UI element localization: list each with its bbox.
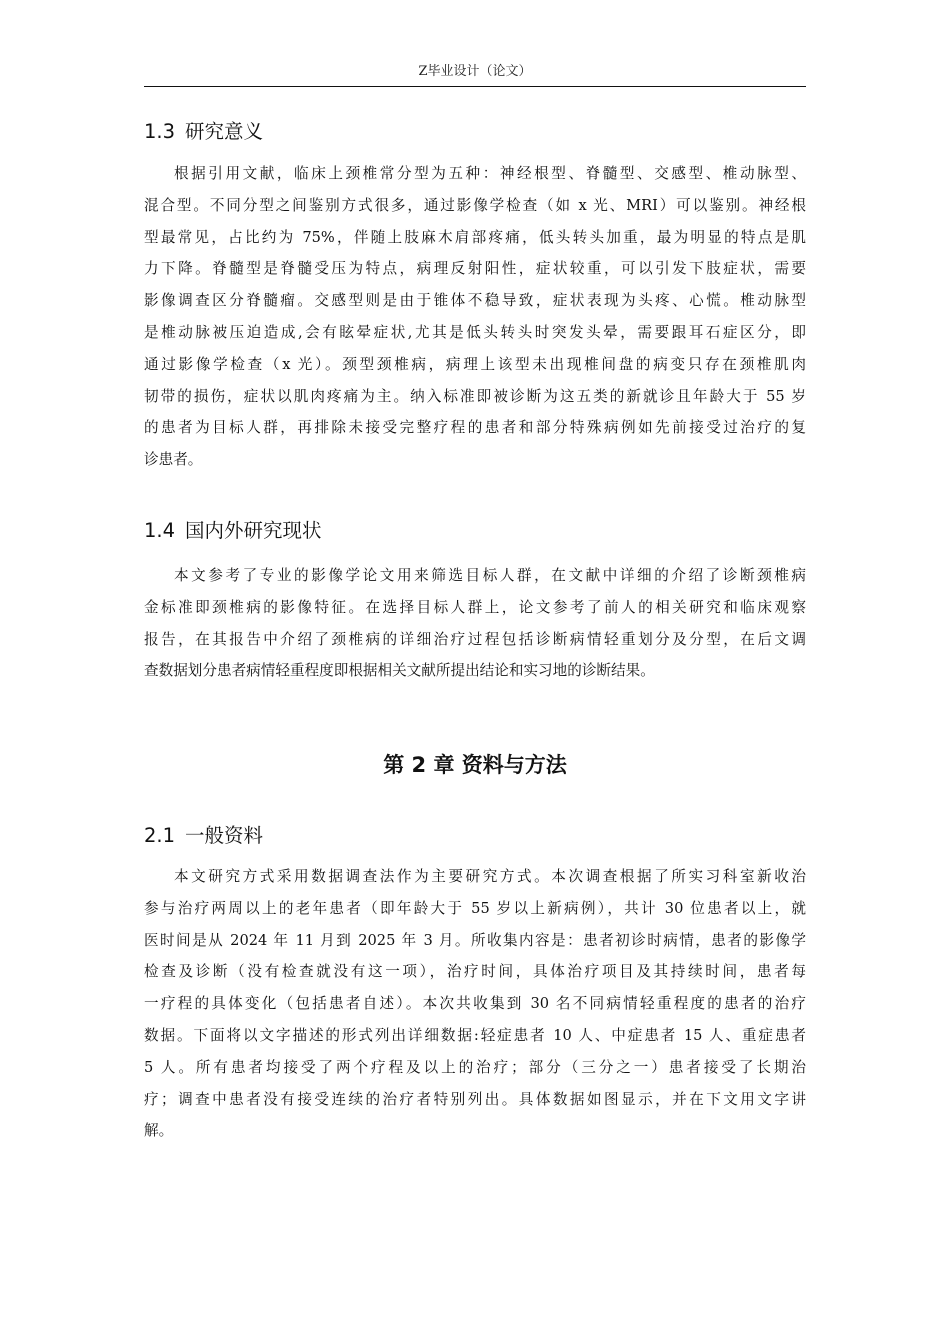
section-title: 一般资料 [185, 824, 264, 847]
paragraph-line: 诊患者。 [144, 451, 203, 469]
paragraph-line: 的患者为目标人群，再排除未接受完整疗程的患者和部分特殊病例如先前接受过治疗的复 [144, 419, 806, 437]
chapter-heading: 第 2 章 资料与方法 [383, 753, 567, 777]
section-title: 国内外研究现状 [185, 519, 322, 542]
section-number: 1.4 [144, 519, 176, 542]
paragraph-line: 疗；调查中患者没有接受连续的治疗者特别列出。具体数据如图显示，并在下文用文字讲 [144, 1090, 806, 1108]
paragraph-research-status [144, 560, 806, 687]
paragraph-line: 型最常见，占比约为 75%，伴随上肢麻木肩部疼痛，低头转头加重，最为明显的特点是肌 [144, 228, 806, 246]
paragraph-line: 数据。下面将以文字描述的形式列出详细数据:轻症患者 10 人、中症患者 15 人、重症患者 [144, 1026, 806, 1044]
paragraph-line: 韧带的损伤，症状以肌肉疼痛为主。纳入标准即被诊断为这五类的新就诊且年龄大于 55 岁 [144, 387, 806, 405]
section-number: 2.1 [144, 824, 176, 847]
paragraph-line: 报告，在其报告中介绍了颈椎病的详细治疗过程包括诊断病情轻重划分及分型，在后文调 [144, 630, 806, 648]
paragraph-line: 检查及诊断（没有检查就没有这一项），治疗时间，具体治疗项目及其持续时间，患者每 [144, 963, 806, 981]
paragraph-line: 是椎动脉被压迫造成,会有眩晕症状,尤其是低头转头时突发头晕，需要跟耳石症区分，即 [144, 323, 806, 341]
paragraph-general-data [144, 861, 806, 1147]
paragraph-line: 影像调查区分脊髓瘤。交感型则是由于锥体不稳导致，症状表现为头疼、心慌。椎动脉型 [144, 292, 806, 310]
paragraph-line: 金标准即颈椎病的影像特征。在选择目标人群上，论文参考了前人的相关研究和临床观察 [144, 598, 806, 616]
paragraph-line: 5 人。所有患者均接受了两个疗程及以上的治疗；部分（三分之一）患者接受了长期治 [144, 1058, 806, 1076]
paragraph-research-significance [144, 158, 806, 476]
paragraph-line: 本文参考了专业的影像学论文用来筛选目标人群，在文献中详细的介绍了诊断颈椎病 [174, 567, 806, 584]
paragraph-line: 本文研究方式采用数据调查法作为主要研究方式。本次调查根据了所实习科室新收治 [174, 868, 806, 885]
running-header: Z毕业设计（论文） [418, 64, 532, 79]
paragraph-line: 解。 [144, 1122, 174, 1140]
header-rule [144, 86, 806, 87]
section-number: 1.3 [144, 120, 176, 143]
section-heading-1-3 [144, 119, 263, 145]
section-title: 研究意义 [185, 120, 264, 143]
paragraph-line: 通过影像学检查（x 光）。颈型颈椎病，病理上该型未出现椎间盘的病变只存在颈椎肌肉 [144, 355, 806, 373]
paragraph-line: 混合型。不同分型之间鉴别方式很多，通过影像学检查（如 x 光、MRI）可以鉴别。神经根 [144, 196, 806, 214]
paragraph-line: 一疗程的具体变化（包括患者自述）。本次共收集到 30 名不同病情轻重程度的患者的治疗 [144, 995, 806, 1013]
paragraph-line: 力下降。脊髓型是脊髓受压为特点，病理反射阳性，症状较重，可以引发下肢症状，需要 [144, 260, 806, 278]
section-heading-2-1 [144, 823, 263, 849]
paragraph-line: 查数据划分患者病情轻重程度即根据相关文献所提出结论和实习地的诊断结果。 [144, 662, 655, 680]
paragraph-line: 根据引用文献，临床上颈椎常分型为五种：神经根型、脊髓型、交感型、椎动脉型、 [174, 165, 806, 182]
paragraph-line: 参与治疗两周以上的老年患者（即年龄大于 55 岁以上新病例），共计 30 位患者以上，就 [144, 899, 806, 917]
paragraph-line: 医时间是从 2024 年 11 月到 2025 年 3 月。所收集内容是：患者初诊时病情，患者的影像学 [144, 931, 806, 949]
section-heading-1-4 [144, 518, 322, 544]
